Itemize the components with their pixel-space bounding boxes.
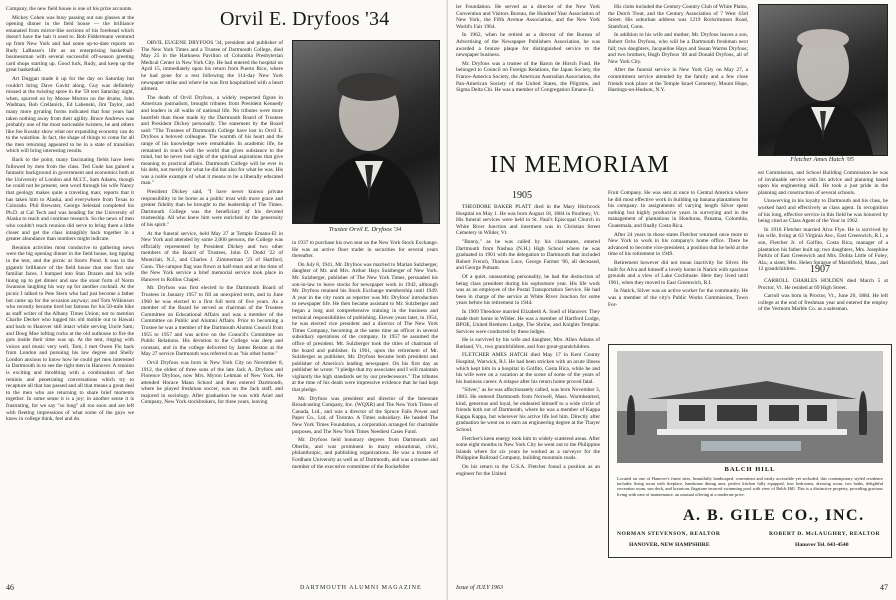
tree-shape [859, 391, 867, 435]
right-page [448, 0, 896, 600]
paragraph: Fruit Company. He was sent at once to Central America where he did most effective work in building up banana plantations for his company. In assignments of varying length Silver spent nothing but highly productive years in surveying and in the management of plantations in Honduras, Panama, Colombia, Guatemala, and finally Costa Rica. [608, 190, 748, 229]
section-title: IN MEMORIAM [490, 152, 670, 178]
obituary-column-1 [141, 40, 283, 566]
paragraph: On his return to the U.S.A. Fletcher found a position as an engineer for the United [456, 463, 600, 477]
paragraph: Carroll was born in Proctor, Vt., June 20, 1884. He left college at the end of freshman year and entered the employ of the Vermont Marble Co. as a salesman. [758, 293, 888, 313]
paragraph: FLETCHER AMES HATCH died May 17 in Kent County Hospital, Warwick, R.I. He had been stricken with an acute illness which kept him in a hospital in Golfito, Costa Rica, while he and his wife were on a vacation at the scene of some of the years of his business career. A relapse after his return home proved fatal. [456, 352, 600, 385]
class-year-heading: 1905 [512, 190, 532, 201]
paragraph: Of a quiet, unassuming personality, he had the distinction of being class president during his sophomore year. His life work was as an employee of the Postal Transportation Service. He had been in charge of the service at White River Junction for some years before his retirement in 1944. [456, 273, 600, 307]
paragraph: The death of Orvil Dryfoos, a widely respected figure in American journalism, brought tributes from President Kennedy and leaders in all walks of national life. No tributes were more heartfelt than those made by the Dartmouth Board of Trustees and President Dickey personally. The statement by the Board said: "The Trustees of Dartmouth College have lost in Orvil E. Dryfoos a beloved colleague. The warmth of his heart and the range of his knowledge were remarkable. In academic life, he remained in touch with the world that gives substance to the mind, but he never lost sight of the spiritual aspirations that give meaning to practical affairs. Dartmouth College will be ever in his debt, not merely for what he did but also for what he was. His was a noble example of what it means to be a liberally educated man." [141, 94, 283, 187]
real-estate-advertisement [608, 344, 892, 558]
paragraph: ler Foundation. He served as a director of the New York Convention and Visitors Bureau, the Hundred Year Association of New York, the Fifth Avenue Association, and the New York World's Fair 1964. [456, 4, 600, 30]
paragraph: President Dickey said, "I have never known private responsibility to be borne as a public trust with more grace and greater fidelity than he brought to the leadership of The Times. Dartmouth College was the beneficiary of his devoted trusteeship. All who knew him were enriched by the generosity of his spirit." [141, 189, 283, 229]
realtor-left: NORMAN STEVENSON, REALTOR [617, 531, 721, 537]
page-number-right: 47 [880, 583, 888, 592]
paragraph: After 24 years in those states Fletcher returned once more to New York to work in his company's home office. There he advanced to become vice-president, a position that he held at the time of his retirement in 1949. [608, 231, 748, 258]
paragraph: His clubs included the Century Country Club of White Plains, the Dutch Treat, and the Century Association of 7 West 43rd Street. His suburban address was 1219 Rockrimmon Road, Stamford, Conn. [608, 4, 748, 30]
class-year-heading: 1907 [810, 264, 830, 275]
portrait-silhouette [293, 41, 439, 223]
paragraph: In Natick, Silver was an active worker for the community. He was a member of the city's Public Works Commission, Town For- [608, 288, 748, 308]
paragraph: In 1916 Fletcher married Alva Flye. He is survived by his wife, living at 63 Virginia Ave., East Greenwich, R.I., a son, Fletcher Jr. of Golfito, Costa Rica, manager of a plantation his father built up; two daughters, Mrs. Josephine Parkin of East Greenwich and Mrs. Dolita Little of Foley, Ala.; a sister, Mrs. Helen Sprague of Marshfield, Mass., and 12 grandchildren. [758, 226, 888, 273]
agency-phone: Hanover Tel. 643-4540 [795, 542, 849, 548]
paragraph: Retirement however did not mean inactivity for Silver. He built for Alva and himself a lovely home in Natick with spacious grounds and a view of Lake Cochituate. Here they lived until 1961, when they moved to East Greenwich, R.I. [608, 259, 748, 286]
page-headline: Orvil E. Dryfoos '34 [220, 8, 390, 30]
paragraph: Company, the new field house is one of his prize accounts. [6, 6, 133, 12]
portrait-silhouette [759, 5, 887, 155]
property-name: BALCH HILL [724, 466, 776, 473]
paragraph: In addition to his wife and mother, Mr. Dryfoos leaves a son, Robert Ochs Dryfoos, who will be a Dartmouth freshman next fall; two daughters, Jacqueline Hays and Susan Warms Dryfoos; and two brothers, Hugh Dryfoos '40 and Donald Dryfoos, all of New York City. [608, 32, 748, 65]
obituary-column-2 [292, 240, 438, 566]
paragraph: Mr. Dryfoos was president and director of the Interstate Broadcasting Company, Inc. (WQXR) and The New York Times of Canada, Ltd., and was a director of the Spruce Falls Power and Paper Co., Ltd. of Toronto. A Times subsidiary. He headed The New York Times Foundation, a corporation arranged for charitable purposes, and The New York Times Neediest Cases Fund. [292, 395, 438, 435]
paragraph: Mr. Dryfoos was a trustee of the Baron de Hirsch Fund. He belonged to Council on Foreign Relations, the Japan Society, the France-America Society, the American Australian Association, the Pan-American Society of the United States, the Pilgrims, and Sigma Delta Chi. He was a member of Congregation Emanu-El. [456, 60, 600, 94]
paragraph: Art Duggan made it up for the day on Saturday but couldn't bring Dave Gavitt along. Guy was definitely missed at the twisting spree in the '59 tent Saturday night, when, spurred on by Moose Morton on the drums, John Wadman, Bob Crellanick, Ed Labenski, Jim Taylor, and many more gyrating forms indicated that four years had taken nothing away from their agility. Bruce Andrews was probably one of the most noticeable twisters, he and others like Joe Kossky show what our expanding economy can do to the waistline. In fact, the shape of things to come for all the men returning appeared to be in a state of transition which will bring interesting results. [6, 75, 134, 155]
paragraph: Reunion activities most conducive to gathering news were the big opening dinner in the field house, keg tipping in the tent, and the picnic at Storrs Pond. It was in the gigantic brilliance of the field house that one first saw familiar faces. I bumped into Stan Drazen and his wife lining up to get dinner and saw the stout form of Norm Swanson laughing his way up for another cocktail. At the picnic I talked to Pete Stern who had just become a father but came up for the occasion anyway; and Tom Wilkinson who recently became tired but famous for his 50-mile hike as staff writer of the Albany Times Union; not to mention Charlie Decker who lugged his old mobile out to Hawaii and back to Hanover still intact while serving Uncle Sam; and Doug Moe lofting rocks at the old outhouse to fire the guts inside their time was up. At the tent, ringing with voices and music very well, Tom, I met Owen Flo back from London and pursuing his law degree and Shelly London anxious to know how he could get men interested in Dartmouth in to see the right men in Hanover. A reunion is exciting and throbbing with a combination of fast reminis and penetrating conversations which try to recapture all that has passed and all that means a great deal to the men who are returning to share brief moments together. In some sense it is a joy; in another sense it is frustrating, for we say "so long" all too soon and are left with fleeting impressions of what some of the guys we knew in college think, feel and do. [6, 244, 134, 423]
portrait-caption: Trustee Orvil E. Dryfoos '34 [328, 226, 402, 233]
paragraph: "Bunny," as he was called by his classmates, entered Dartmouth from Nashua (N.H.) High School where he was graduated in 1901 with the delegation to Dartmouth that included Robert French, Thomas Luce, George Farmer '06, all deceased, and George Putnam. [456, 238, 600, 272]
balch-hill-house-photo [617, 351, 883, 463]
paragraph: in 1937 to purchase his own seat on the New York Stock Exchange. He was an active floor trader in securities for several years thereafter. [292, 240, 438, 260]
paragraph: THEODORE BAKER PLATT died in the Mary Hitchcock Hospital on May 1. He was born August 18, 1884 in Poultney, Vt. His funeral services were held in St. Paul's Episcopal Church in White River Junction and interment was in Christian Street Cemetery in Wilder, Vt. [456, 204, 600, 237]
paragraph: In 1909 Theodore married Elizabeth A. Snell of Hanover. They made their home in Wilder. He was a member of Hartford Lodge, BPOE, United Brethren Lodge, The Shrine, and Knights Templar. Services were conducted by these lodges. [456, 308, 600, 335]
house-illustration [617, 351, 883, 463]
paragraph: ORVIL EUGENE DRYFOOS '34, president and publisher of The New York Times and a Trustee of Dartmouth College, died May 25 in the Harkness Pavilion of Columbia Presbyterian Medical Center in New York City. He had entered the hospital on April 15, immediately upon his return from Puerto Rico, where he had gone for a rest following the 114-day New York newspaper strike and where he was first hospitalized with a heart ailment. [141, 40, 283, 93]
trustee-portrait-photo [292, 40, 440, 224]
tree-shape [627, 395, 635, 435]
paragraph: Mr. Dryfoos was first elected to the Dartmouth Board of Trustees in January 1957 to fill an unexpired term, and in June 1960 he was elected to a first full term of five years. As a member of the Board he served as chairman of the Trustees Committee on Educational Affairs and was a member of the Committee on Public and Alumni Affairs. Prior to becoming a Trustee he was a member of the Dartmouth Alumni Council from 1955 to 1957 and was active on the Council's Committee on Public Relations. His devotion to the College was deep and constant, and in the college delivered by James Reston at the May 27 service Dartmouth was referred to as "his other home." [141, 285, 283, 358]
memoriam-column-1 [456, 204, 600, 572]
memoriam-column-3-1907 [758, 278, 888, 338]
paragraph: "Silver," as he was affectionately called, was born November 3, 1883. He entered Dartmouth from Norwell, Mass. Warmhearted, kind, generous and loyal, he endeared himself to a wide circle of friends both out of Dartmouth, where he was a member of Kappa Kappa Kappa, but wherever his active life led him. Directly after graduation he went on to earn an engineering degree at the Thayer School. [456, 387, 600, 433]
agency-name: A. B. GILE CO., INC. [683, 507, 865, 524]
paragraph: On July 8, 1941, Mr. Dryfoos was married to Marian Sulzberger, daughter of Mr. and Mrs. Arthur Hays Sulzberger of New York. Mr. Sulzberger, publisher of The New York Times, persuaded his son-in-law to leave stocks for newspaper work in 1942, although Mr. Dryfoos retained his Stock Exchange membership until 1949. A year in the city room as reporter was Mr. Dryfoos' introduction to newspaper life. He then became assistant to Mr. Sulzberger and began a long and comprehensive training in the business and technical responsibilities of publishing. Eleven years later, in 1954, he was elected vice president and a director of The New York Times Company, becoming at the same time an officer in several subsidiary operations of the company. In 1957 he assumed the office of president. Mr. Sulzberger took the titles of chairman of the board and publisher. In 1961, upon the retirement of Mr. Sulzberger as publisher, Mr. Dryfoos became both president and publisher of America's leading newspaper. On his first day as publisher he wrote: "I pledge that my associates and I will maintain vigilantly the high standards set by our predecessors." The tributes at the time of his death were impressive evidence that he had kept that pledge. [292, 261, 438, 394]
magazine-footer-text: DARTMOUTH ALUMNI MAGAZINE [300, 585, 422, 591]
obituary-continued-column-2 [608, 4, 748, 144]
paragraph: Unswerving in his loyalty to Dartmouth and his class, he worked hard and effectively as class agent. In recognition of his long, effective service in this field he was honored by being cited as Class Agent of the Year in 1962. [758, 198, 888, 225]
paragraph: Fletcher's keen energy took him to widely scattered areas. After some eight months in New York City he went out to the Philippine Islands where for six years he worked as a surveyor for the Philippine Railroad Company, building mountain roads. [456, 435, 600, 462]
paragraph: CARROLL CHARLES HOLDEN died March 5 at Proctor, Vt. He resided at 69 High Street. [758, 278, 888, 291]
paragraph: Back to the point, many fascinating fields have been followed by men from the class. Ted Gude has gained a fantastic background in government and economics both at the University of London and M.I.T., Sam Adams, though he could not be present, sent word through his wife Nancy that geology makes quite a traveling man; reports that it has taken him to Alaska, and everywhere from Texas to Colorado. Phil Brewster, George Selestad completed his Ph.D. at Cal Tech and was heading for the University of Alaska to teach and continue research. So the news of men who couldn't reach reunion did serve to bring them a little closer and get the class intangibly back together in a greater abundance than numbers might indicate. [6, 157, 134, 243]
obituary-continued-column-1 [456, 4, 600, 144]
paragraph: After the funeral service in New York City on May 27, a commitment service attended by the family and a few close friends took place at the Temple Israel Cemetery, Mount Hope, Hastings-on-Hudson, N.Y. [608, 67, 748, 94]
fletcher-hatch-portrait-photo [758, 4, 888, 156]
property-description: Located on one of Hanover's finest sites, beautifully landscaped, convenient and easily accessible yet secluded, this contemporary styled residence includes living room with fireplace, handsome dining area, perfect kitchen fully equipped, four bedrooms, dressing room, two baths, delightful recreation room, sun deck, and luxurious flagstone terraced swimming pool with view of Balch Hill. This is a distinctive property, providing gracious living with ease of maintenance, an unusual offering at a moderate price. [617, 476, 883, 497]
realtor-right: ROBERT D. McLAUGHRY, REALTOR [769, 531, 881, 537]
paragraph: At the funeral service, held May 27 at Temple Emanu-El in New York and attended by some 2,000 persons, the College was officially represented by President Dickey and two other members of the Board of Trustees, John D. Dodd '22 of Montclair, N.J., and Charles J. Zimmerman '23 of Hartford, Conn. The campus flag was flown at half-mast and at the time of the New York service a brief memorial service took place in Hanover in Rollins Chapel. [141, 230, 283, 283]
paragraph: Mickey Cohen was busy passing out sun glasses at the opening dinner in the field house — the brilliance emanated from mirror-like sections of his forehead which doesn't have the hair it used to. Bob Fiddermann ventured up from New York and had some up-to-date reports on Rudy LaRusso's life as an enterprising basketball-businessman with several successful off-season greeting card shops starting up. Good luck, Rudy, and keep up the great basketball. [6, 14, 134, 74]
left-column-class-notes [6, 6, 134, 566]
memoriam-column-2 [608, 190, 748, 338]
page-number-left: 46 [6, 583, 14, 592]
paragraph: He is survived by his wife and daughter, Mrs. Allen Adams of Rutland, Vt., two grandchildren, and four great-grandchildren. [456, 337, 600, 350]
agency-location: HANOVER, NEW HAMPSHIRE [629, 542, 710, 548]
magazine-footer-center [300, 585, 422, 591]
portrait-caption: Fletcher Ames Hatch '05 [790, 156, 854, 163]
issue-label: Issue of JULY 1963 [456, 585, 504, 591]
paragraph: Orvil Dryfoos was born in New York City on November 8, 1912, the eldest of three sons of the late Jack A. Dryfoos and Florence Dryfoos, now Mrs. Myron Lehman of New York. He attended Horace Mann School and then entered Dartmouth, where he played freshman soccer, was on the Jack staff, and majored in sociology. After graduation he was with Asiel and Company, New York stockbrokers, for three years, leaving [141, 359, 283, 406]
paragraph: In 1962, when he retired as a director of the Bureau of Advertising of the Newspaper Publishers Association, he was awarded a bronze plaque for distinguished service to the newspaper business. [456, 32, 600, 59]
paragraph: Mr. Dryfoos held honorary degrees from Dartmouth and Oberlin, and was prominent in many educational, civic, philanthropic, and publishing organizations. He was a trustee of Fordham University as well as of Dartmouth, and was a trustee and member of the executive committee of the Rockefeller [292, 437, 438, 470]
paragraph: est Commission, and School Building Commission he was of invaluable service with his advice and planning based upon his engineering skill. He took a just pride in the planning and construction of several schools. [758, 170, 888, 196]
